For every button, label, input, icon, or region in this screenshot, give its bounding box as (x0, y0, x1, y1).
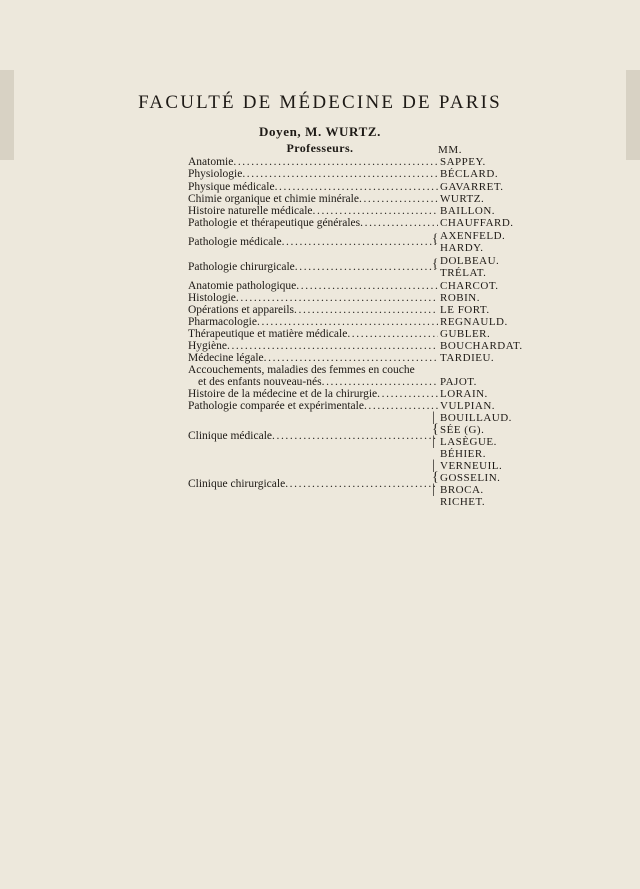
faculty-title: FACULTÉ DE MÉDECINE DE PARIS (138, 92, 502, 113)
professor-name: ROBIN. (440, 292, 480, 304)
chair-label: Histologie (188, 292, 236, 304)
professor-name: VERNEUIL. (440, 460, 503, 472)
leader-dots (294, 304, 438, 316)
leader-dots (282, 236, 438, 248)
professor-name: VULPIAN. (440, 400, 496, 412)
professor-name: PAJOT. (440, 376, 477, 388)
brace: | { | (432, 458, 439, 497)
professor-name: GUBLER. (440, 328, 491, 340)
professor-name: CHARCOT. (440, 280, 499, 292)
leader-dots (257, 316, 438, 328)
chair-row (188, 236, 438, 248)
leader-dots (360, 217, 438, 229)
chair-label: Pathologie médicale (188, 236, 282, 248)
professor-name: RICHET. (440, 496, 486, 508)
chair-row (188, 168, 438, 180)
professor-name: BROCA. (440, 484, 484, 496)
leader-dots (347, 328, 438, 340)
brace: | { | (432, 410, 439, 449)
chair-label: Pathologie comparée et expérimentale (188, 400, 364, 412)
chair-label: Histoire de la médecine et de la chirurgie (188, 388, 378, 400)
chair-label: Hygiène (188, 340, 227, 352)
professor-name: LORAIN. (440, 388, 488, 400)
professor-name: GOSSELIN. (440, 472, 501, 484)
professor-name: LASÈGUE. (440, 436, 497, 448)
professor-name: GAVARRET. (440, 181, 504, 193)
chair-row (188, 205, 438, 217)
leader-dots (296, 280, 438, 292)
chair-label: Pathologie et thérapeutique générales (188, 217, 361, 229)
brace: { (432, 230, 439, 245)
professor-name: TARDIEU. (440, 352, 495, 364)
chair-label-continued: et des enfants nouveau-nés (198, 376, 322, 388)
leader-dots (313, 205, 438, 217)
chair-label: Clinique médicale (188, 430, 272, 442)
chair-row (188, 388, 438, 400)
professor-name: HARDY. (440, 242, 484, 254)
professor-name: BÉHIER. (440, 448, 486, 460)
chair-row (188, 292, 438, 304)
chair-label: Accouchements, maladies des femmes en couche (188, 364, 415, 376)
chair-row (198, 376, 438, 388)
professor-name: WURTZ. (440, 193, 485, 205)
chair-row (188, 261, 438, 273)
leader-dots (285, 478, 438, 490)
professor-name: AXENFELD. (440, 230, 506, 242)
professor-name: DOLBEAU. (440, 255, 500, 267)
leader-dots (236, 292, 438, 304)
chair-label: Physique médicale (188, 181, 275, 193)
professor-name: SAPPEY. (440, 156, 486, 168)
leader-dots (233, 156, 438, 168)
chair-row (188, 280, 438, 292)
mm-label: MM. (438, 144, 463, 156)
chair-row (188, 340, 438, 352)
professor-name: REGNAULD. (440, 316, 508, 328)
chair-row (188, 304, 438, 316)
professor-name: BÉCLARD. (440, 168, 499, 180)
professor-name: TRÉLAT. (440, 267, 487, 279)
chair-row (188, 400, 438, 412)
chair-row (188, 478, 438, 490)
leader-dots (295, 261, 438, 273)
chair-row (188, 181, 438, 193)
leader-dots (264, 352, 438, 364)
chair-label: Chimie organique et chimie minérale (188, 193, 359, 205)
chair-row (188, 352, 438, 364)
leader-dots (377, 388, 438, 400)
leader-dots (275, 181, 438, 193)
professors-heading: Professeurs. (286, 141, 354, 155)
professor-name: LE FORT. (440, 304, 490, 316)
chair-label: Opérations et appareils (188, 304, 295, 316)
chair-label: Physiologie (188, 168, 243, 180)
leader-dots (272, 430, 438, 442)
chair-label: Clinique chirurgicale (188, 478, 286, 490)
chair-row (188, 193, 438, 205)
professor-name: BOUILLAUD. (440, 412, 512, 424)
professor-name: SÉE (G). (440, 424, 485, 436)
chair-row (188, 328, 438, 340)
chair-label: Thérapeutique et matière médicale (188, 328, 348, 340)
leader-dots (322, 376, 438, 388)
leader-dots (242, 168, 438, 180)
leader-dots (359, 193, 438, 205)
professor-name: BAILLON. (440, 205, 496, 217)
leader-dots (227, 340, 438, 352)
chair-row (188, 316, 438, 328)
chair-label: Médecine légale (188, 352, 264, 364)
chair-label: Anatomie (188, 156, 234, 168)
chair-label: Pharmacologie (188, 316, 257, 328)
chair-row (188, 430, 438, 442)
chair-label: Histoire naturelle médicale (188, 205, 313, 217)
chair-row (188, 156, 438, 168)
dean-line: Doyen, M. WURTZ. (259, 124, 381, 139)
chair-label: Pathologie chirurgicale (188, 261, 295, 273)
professor-name: BOUCHARDAT. (440, 340, 523, 352)
professor-name: CHAUFFARD. (440, 217, 514, 229)
chair-label: Anatomie pathologique (188, 280, 297, 292)
chair-row (188, 217, 438, 229)
brace: { (432, 255, 439, 270)
leader-dots (364, 400, 438, 412)
